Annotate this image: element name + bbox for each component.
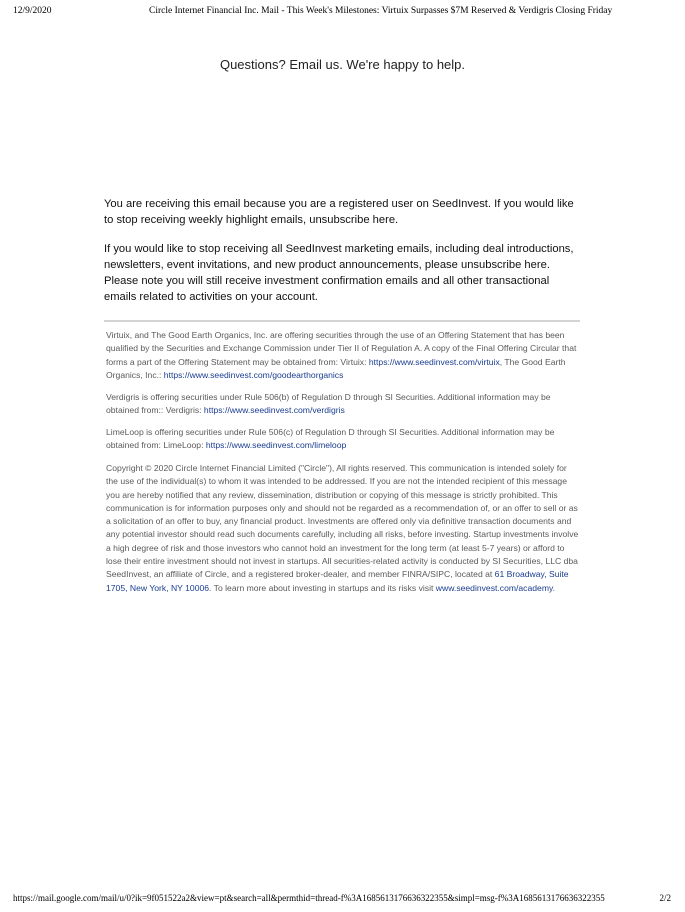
help-line xyxy=(0,57,685,72)
print-date: 12/9/2020 xyxy=(13,6,52,16)
unsubscribe-weekly-paragraph xyxy=(104,196,584,228)
help-suffix: . We're happy to help. xyxy=(339,57,466,72)
unsubscribe-all-link[interactable]: unsubscribe here xyxy=(460,259,547,271)
copyright-mid: . To learn more about investing in startups and its risks visit xyxy=(209,582,436,593)
disclosure-reg-a xyxy=(106,329,580,382)
disclosure-limeloop-text: LimeLoop is offering securities under Rule 506(c) of Regulation D through SI Securities. Additional information may be obtained from: LimeLoop: xyxy=(106,427,555,451)
unsubscribe-weekly-end: . xyxy=(395,214,399,226)
address-link[interactable]: 61 Broadway, Suite 1705, New York, NY 10006 xyxy=(106,569,569,593)
divider xyxy=(104,320,580,322)
disclosure-verdigris-text: Verdigris is offering securities under Rule 506(b) of Regulation D through SI Securities. Additional information may be obtained from:: Verdigris: xyxy=(106,392,551,416)
unsubscribe-all-text: If you would like to stop receiving all SeedInvest marketing emails, including deal introductions, newsletters, event invitations, and new product announcements, please xyxy=(104,243,574,271)
unsubscribe-weekly-link[interactable]: unsubscribe here xyxy=(309,214,396,226)
disclosure-reg-a-mid: , The Good Earth Organics, Inc.: xyxy=(106,356,566,380)
help-prefix: Questions? xyxy=(219,57,290,72)
good-earth-organics-link[interactable]: https://www.seedinvest.com/goodearthorganics xyxy=(163,369,344,380)
page-number: 2/2 xyxy=(659,893,671,903)
print-header xyxy=(0,6,685,20)
unsubscribe-all-end: . Please note you will still receive investment confirmation emails and all other transactional emails related to activities on your account. xyxy=(104,259,550,303)
unsubscribe-weekly-text: You are receiving this email because you are a registered user on SeedInvest. If you would like to stop receiving weekly highlight emails, xyxy=(104,198,574,226)
print-url: https://mail.google.com/mail/u/0?ik=9f051522a2&view=pt&search=all&permthid=thread-f%3A1685613176636322355&simpl=msg-f%3A1685613176636322355 xyxy=(13,893,605,903)
email-us-link[interactable]: Email us xyxy=(289,57,340,72)
virtuix-link[interactable]: https://www.seedinvest.com/virtuix xyxy=(368,356,500,367)
print-title: Circle Internet Financial Inc. Mail - This Week's Milestones: Virtuix Surpasses $7M Reserved & Verdigris Closing Friday xyxy=(149,6,613,16)
copyright-disclaimer xyxy=(106,462,580,595)
verdigris-link[interactable]: https://www.seedinvest.com/verdigris xyxy=(203,405,345,416)
limeloop-link[interactable]: https://www.seedinvest.com/limeloop xyxy=(205,440,347,451)
disclosure-reg-a-text: Virtuix, and The Good Earth Organics, Inc. are offering securities through the use of an Offering Statement that has been qualified by the Securities and Exchange Commission under Tier II of Regulation A. A copy of the Final Offering Circular that forms a part of the Offering Statement may be obtained from: Virtuix: xyxy=(106,330,577,367)
disclosure-limeloop xyxy=(106,426,580,453)
disclosure-verdigris xyxy=(106,391,580,418)
unsubscribe-all-paragraph xyxy=(104,241,584,305)
copyright-text: Copyright © 2020 Circle Internet Financial Limited ("Circle"), All rights reserved. This communication is intended solely for the use of the individual(s) to whom it was intended to be addressed. If you are not the intended recipient of this message you are hereby notified that any review, dissemination, distribution or copying of this message is strictly prohibited. This communication is for information purposes only and should not be regarded as a recommendation of, or an offer to sell or as a solicitation of an offer to buy, any financial product. Investments are offered only via definitive transaction documents and any potential investor should read such documents carefully, including all risks, before investing. Startup investments involve a high degree of risk and those investors who cannot hold an investment for the long term (at least 5-7 years) or afford to lose their entire investment should not invest in startups. All securities-related activity is conducted by SI Securities, LLC dba SeedInvest, an affiliate of Circle, and a registered broker-dealer, and member FINRA/SIPC, located at xyxy=(106,463,579,580)
copyright-end: . xyxy=(552,582,556,593)
academy-link[interactable]: www.seedinvest.com/academy xyxy=(435,582,553,593)
print-footer xyxy=(0,893,685,907)
